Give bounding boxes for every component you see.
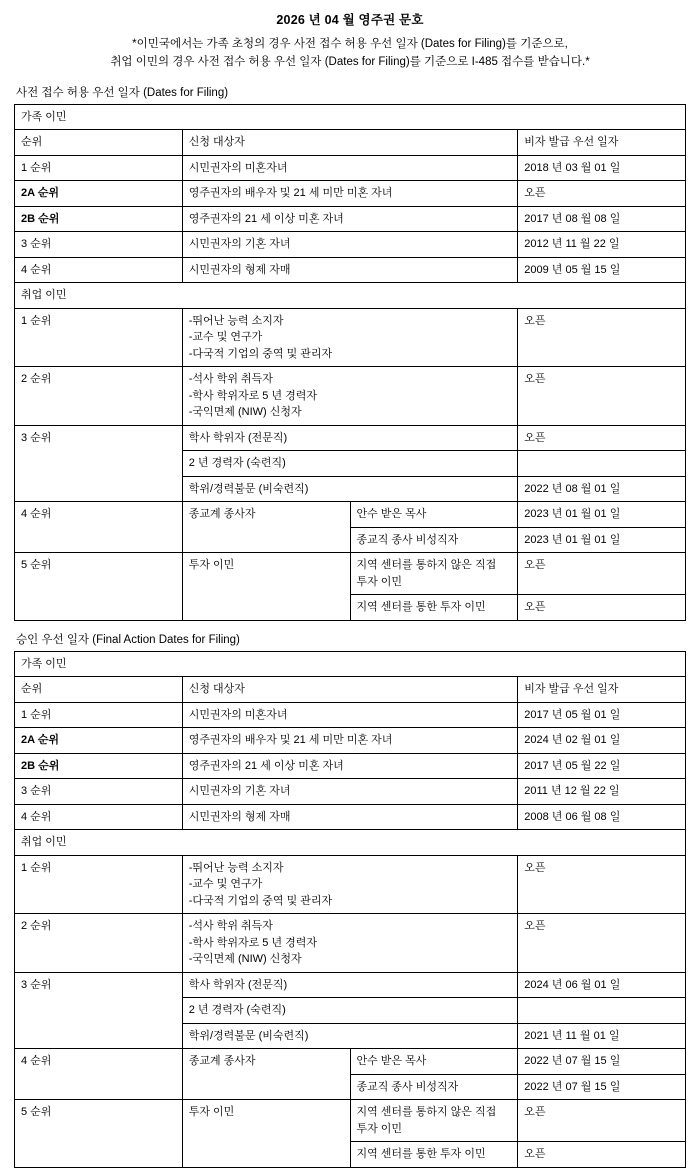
applicant-cell: 종교계 종사자 xyxy=(182,1049,350,1100)
date-cell: 오픈 xyxy=(518,855,686,914)
date-cell: 2017 년 05 월 22 일 xyxy=(518,753,686,779)
applicant-line: -석사 학위 취득자 xyxy=(188,373,273,386)
applicant-cell: 영주권자의 21 세 이상 미혼 자녀 xyxy=(182,753,518,779)
date-cell: 2008 년 06 월 08 일 xyxy=(518,804,686,830)
rank-cell: 3 순위 xyxy=(15,425,183,502)
applicant-line: -석사 학위 취득자 xyxy=(188,920,273,933)
rank-cell: 1 순위 xyxy=(15,308,183,367)
table-row xyxy=(15,308,686,367)
applicant-cell: 종교계 종사자 xyxy=(182,502,350,553)
applicant-cell: 시민권자의 기혼 자녀 xyxy=(182,779,518,805)
applicant-cell: 학위/경력불문 (비숙련직) xyxy=(182,476,518,502)
date-cell: 오픈 xyxy=(518,595,686,621)
applicant-cell xyxy=(182,308,518,367)
table-row xyxy=(15,553,686,595)
applicant-cell: 영주권자의 21 세 이상 미혼 자녀 xyxy=(182,206,518,232)
applicant-cell: 시민권자의 형제 자매 xyxy=(182,804,518,830)
sub-category-cell xyxy=(350,553,518,595)
column-header-rank: 순위 xyxy=(15,677,183,703)
sub-category-cell: 지역 센터를 통한 투자 이민 xyxy=(350,595,518,621)
date-cell: 오픈 xyxy=(518,553,686,595)
applicant-line: -학사 학위자로 5 년 경력자 xyxy=(188,936,318,949)
table-row xyxy=(15,1049,686,1075)
applicant-cell: 영주권자의 배우자 및 21 세 미만 미혼 자녀 xyxy=(182,181,518,207)
applicant-line: -다국적 기업의 중역 및 관리자 xyxy=(188,894,333,907)
employment-immigration-header: 취업 이민 xyxy=(15,830,686,856)
family-immigration-header: 가족 이민 xyxy=(15,651,686,677)
rank-cell: 1 순위 xyxy=(15,855,183,914)
applicant-cell: 시민권자의 기혼 자녀 xyxy=(182,232,518,258)
table-row xyxy=(15,914,686,973)
table-row xyxy=(15,257,686,283)
table-row xyxy=(15,425,686,451)
date-cell: 2011 년 12 월 22 일 xyxy=(518,779,686,805)
date-cell: 2018 년 03 월 01 일 xyxy=(518,155,686,181)
applicant-cell: 시민권자의 미혼자녀 xyxy=(182,155,518,181)
document-note xyxy=(14,36,686,72)
table-header-row xyxy=(15,677,686,703)
date-cell: 오픈 xyxy=(518,181,686,207)
page-title: 2026 년 04 월 영주권 문호 xyxy=(276,13,424,27)
applicant-line: -뛰어난 능력 소지자 xyxy=(188,861,284,874)
rank-cell: 1 순위 xyxy=(15,155,183,181)
applicant-line: -국익면제 (NIW) 신청자 xyxy=(188,406,302,419)
rank-cell: 3 순위 xyxy=(15,232,183,258)
rank-cell: 2B 순위 xyxy=(15,206,183,232)
date-cell: 오픈 xyxy=(518,1142,686,1168)
date-cell: 오픈 xyxy=(518,914,686,973)
date-cell xyxy=(518,998,686,1024)
table-row xyxy=(15,855,686,914)
bottom-spacer xyxy=(14,1168,686,1174)
applicant-line: -학사 학위자로 5 년 경력자 xyxy=(188,389,318,402)
sub-category-line: 투자 이민 xyxy=(356,575,403,588)
applicant-cell: 시민권자의 형제 자매 xyxy=(182,257,518,283)
applicant-cell xyxy=(182,914,518,973)
table-row xyxy=(15,728,686,754)
table-row xyxy=(15,972,686,998)
applicant-line: -교수 및 연구가 xyxy=(188,331,263,344)
rank-cell: 2 순위 xyxy=(15,914,183,973)
rank-cell: 2 순위 xyxy=(15,367,183,426)
table-row xyxy=(15,804,686,830)
sub-category-cell: 지역 센터를 통한 투자 이민 xyxy=(350,1142,518,1168)
table-row xyxy=(15,502,686,528)
rank-cell: 4 순위 xyxy=(15,1049,183,1100)
applicant-cell: 영주권자의 배우자 및 21 세 미만 미혼 자녀 xyxy=(182,728,518,754)
table-row xyxy=(15,155,686,181)
date-cell: 2022 년 08 월 01 일 xyxy=(518,476,686,502)
applicant-cell xyxy=(182,367,518,426)
applicant-cell: 학사 학위자 (전문직) xyxy=(182,972,518,998)
date-cell: 2017 년 08 월 08 일 xyxy=(518,206,686,232)
applicant-line: -교수 및 연구가 xyxy=(188,878,263,891)
sub-category-cell: 안수 받은 목사 xyxy=(350,502,518,528)
date-cell: 2017 년 05 월 01 일 xyxy=(518,702,686,728)
rank-cell: 4 순위 xyxy=(15,804,183,830)
table-row xyxy=(15,104,686,130)
rank-cell: 3 순위 xyxy=(15,972,183,1049)
date-cell: 2009 년 05 월 15 일 xyxy=(518,257,686,283)
column-header-date: 비자 발급 우선 일자 xyxy=(518,677,686,703)
sub-category-cell xyxy=(350,1100,518,1142)
applicant-cell: 학위/경력불문 (비숙련직) xyxy=(182,1023,518,1049)
date-cell: 2023 년 01 월 01 일 xyxy=(518,527,686,553)
date-cell: 2023 년 01 월 01 일 xyxy=(518,502,686,528)
rank-cell: 5 순위 xyxy=(15,1100,183,1168)
table-row xyxy=(15,753,686,779)
table-row xyxy=(15,283,686,309)
sub-category-line: 지역 센터를 통하지 않은 직접 xyxy=(356,1106,497,1119)
date-cell: 2012 년 11 월 22 일 xyxy=(518,232,686,258)
rank-cell: 3 순위 xyxy=(15,779,183,805)
rank-cell: 2A 순위 xyxy=(15,181,183,207)
table-row xyxy=(15,830,686,856)
note-line-1: *이민국에서는 가족 초청의 경우 사전 접수 허용 우선 일자 (Dates for Filing)를 기준으로, xyxy=(132,38,568,50)
note-line-2: 취업 이민의 경우 사전 접수 허용 우선 일자 (Dates for Filing)를 기준으로 I-485 접수를 받습니다.* xyxy=(110,55,590,68)
applicant-cell: 2 년 경력자 (숙련직) xyxy=(182,451,518,477)
table-row xyxy=(15,232,686,258)
column-header-rank: 순위 xyxy=(15,130,183,156)
applicant-cell: 2 년 경력자 (숙련직) xyxy=(182,998,518,1024)
applicant-cell: 학사 학위자 (전문직) xyxy=(182,425,518,451)
date-cell: 오픈 xyxy=(518,367,686,426)
column-header-date: 비자 발급 우선 일자 xyxy=(518,130,686,156)
date-cell: 2022 년 07 월 15 일 xyxy=(518,1074,686,1100)
sub-category-line: 투자 이민 xyxy=(356,1122,403,1135)
table-row xyxy=(15,367,686,426)
date-cell: 오픈 xyxy=(518,308,686,367)
applicant-line: -국익면제 (NIW) 신청자 xyxy=(188,953,302,966)
table-row xyxy=(15,779,686,805)
table-row xyxy=(15,702,686,728)
column-header-applicant: 신청 대상자 xyxy=(182,130,518,156)
date-cell xyxy=(518,451,686,477)
date-cell: 2024 년 02 월 01 일 xyxy=(518,728,686,754)
section-label-dates-for-filing: 사전 접수 허용 우선 일자 (Dates for Filing) xyxy=(16,86,229,99)
table-dates-for-filing xyxy=(14,104,686,621)
date-cell: 오픈 xyxy=(518,425,686,451)
table-header-row xyxy=(15,130,686,156)
employment-immigration-header: 취업 이민 xyxy=(15,283,686,309)
applicant-cell: 시민권자의 미혼자녀 xyxy=(182,702,518,728)
applicant-line: -다국적 기업의 중역 및 관리자 xyxy=(188,347,333,360)
table-row xyxy=(15,1100,686,1142)
applicant-cell: 투자 이민 xyxy=(182,553,350,621)
date-cell: 2021 년 11 월 01 일 xyxy=(518,1023,686,1049)
applicant-cell xyxy=(182,855,518,914)
rank-cell: 4 순위 xyxy=(15,257,183,283)
rank-cell: 5 순위 xyxy=(15,553,183,621)
table-row xyxy=(15,181,686,207)
sub-category-line: 지역 센터를 통하지 않은 직접 xyxy=(356,559,497,572)
sub-category-cell: 종교직 종사 비성직자 xyxy=(350,1074,518,1100)
column-header-applicant: 신청 대상자 xyxy=(182,677,518,703)
sub-category-cell: 안수 받은 목사 xyxy=(350,1049,518,1075)
table-row xyxy=(15,651,686,677)
rank-cell: 2B 순위 xyxy=(15,753,183,779)
table-row xyxy=(15,206,686,232)
table-final-action-dates xyxy=(14,651,686,1168)
sub-category-cell: 종교직 종사 비성직자 xyxy=(350,527,518,553)
date-cell: 오픈 xyxy=(518,1100,686,1142)
rank-cell: 2A 순위 xyxy=(15,728,183,754)
rank-cell: 4 순위 xyxy=(15,502,183,553)
applicant-cell: 투자 이민 xyxy=(182,1100,350,1168)
rank-cell: 1 순위 xyxy=(15,702,183,728)
date-cell: 2022 년 07 월 15 일 xyxy=(518,1049,686,1075)
applicant-line: -뛰어난 능력 소지자 xyxy=(188,314,284,327)
date-cell: 2024 년 06 월 01 일 xyxy=(518,972,686,998)
family-immigration-header: 가족 이민 xyxy=(15,104,686,130)
section-label-final-action-dates: 승인 우선 일자 (Final Action Dates for Filing) xyxy=(16,633,240,646)
